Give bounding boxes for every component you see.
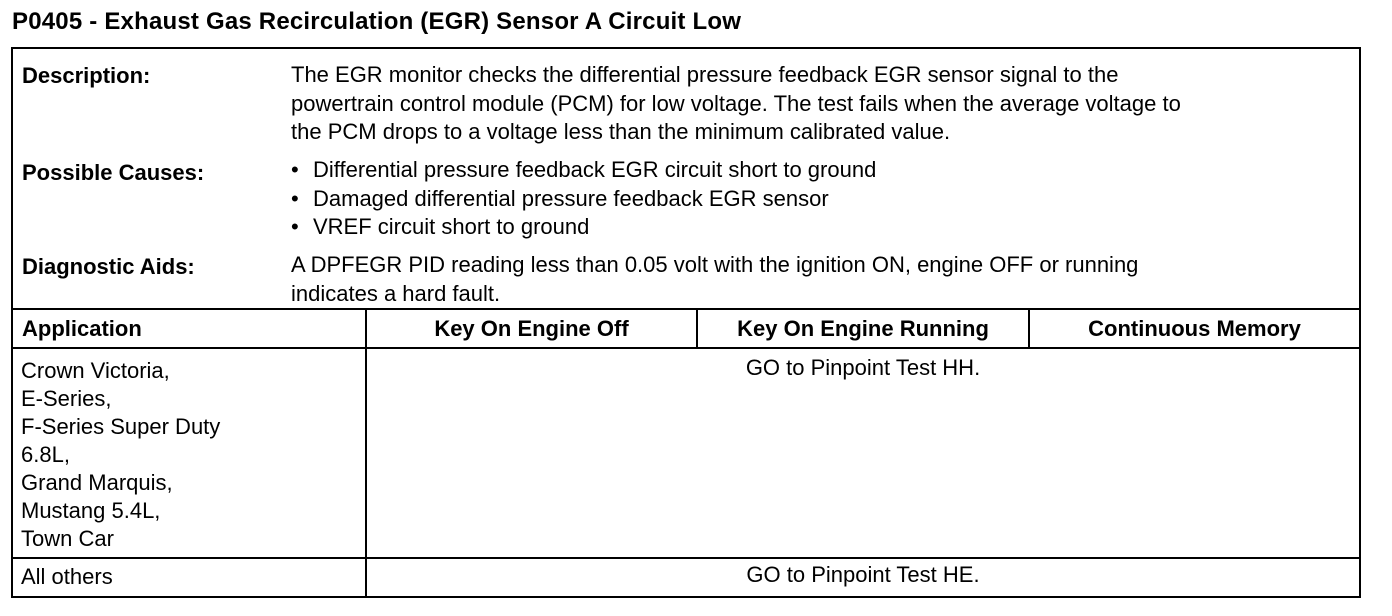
dtc-table	[11, 47, 1361, 598]
list-item	[291, 185, 1351, 214]
description-line: The EGR monitor checks the differential pressure feedback EGR sensor signal to the	[291, 62, 1119, 87]
cause-text: Damaged differential pressure feedback EGR sensor	[313, 185, 829, 211]
divider	[13, 347, 1359, 349]
application-cell: All others	[21, 564, 113, 589]
description-line: the PCM drops to a voltage less than the minimum calibrated value.	[291, 119, 951, 144]
bullet-icon: •	[291, 157, 299, 182]
diagnostic-aids-label: Diagnostic Aids:	[22, 254, 195, 279]
divider	[13, 557, 1359, 559]
column-divider	[365, 310, 367, 596]
description-label: Description:	[22, 63, 151, 88]
application-line: 6.8L,	[21, 442, 70, 467]
application-line: Town Car	[21, 526, 114, 551]
header-continuous-memory: Continuous Memory	[1088, 316, 1301, 341]
aids-line: indicates a hard fault.	[291, 280, 501, 306]
application-line: Grand Marquis,	[21, 470, 173, 495]
list-item	[291, 156, 1351, 185]
application-line: Mustang 5.4L,	[21, 498, 161, 523]
diagnostic-aids-text	[291, 251, 1351, 308]
application-line: Crown Victoria,	[21, 358, 170, 383]
page-title: P0405 - Exhaust Gas Recirculation (EGR) Sensor A Circuit Low	[12, 8, 742, 35]
cause-text: VREF circuit short to ground	[313, 214, 590, 239]
header-application: Application	[22, 316, 142, 341]
application-cell	[21, 357, 220, 553]
dtc-info-section	[13, 49, 1359, 308]
description-line: powertrain control module (PCM) for low voltage. The test fails when the average voltage to	[291, 90, 1181, 116]
application-line: E-Series,	[21, 386, 112, 411]
aids-line: A DPFEGR PID reading less than 0.05 volt with the ignition ON, engine OFF or running	[291, 252, 1139, 277]
possible-causes-label: Possible Causes:	[22, 160, 205, 185]
bullet-icon: •	[291, 214, 299, 239]
header-key-on-engine-running: Key On Engine Running	[737, 316, 989, 341]
header-key-on-engine-off: Key On Engine Off	[434, 316, 629, 341]
divider	[13, 308, 1359, 310]
action-cell: GO to Pinpoint Test HE.	[746, 562, 980, 587]
list-item	[291, 213, 1351, 242]
bullet-icon: •	[291, 185, 299, 211]
description-text	[291, 61, 1351, 147]
possible-causes-list	[291, 156, 1351, 242]
action-cell: GO to Pinpoint Test HH.	[745, 355, 981, 380]
application-line: F-Series Super Duty	[21, 414, 221, 439]
cause-text: Differential pressure feedback EGR circuit short to ground	[313, 157, 877, 182]
